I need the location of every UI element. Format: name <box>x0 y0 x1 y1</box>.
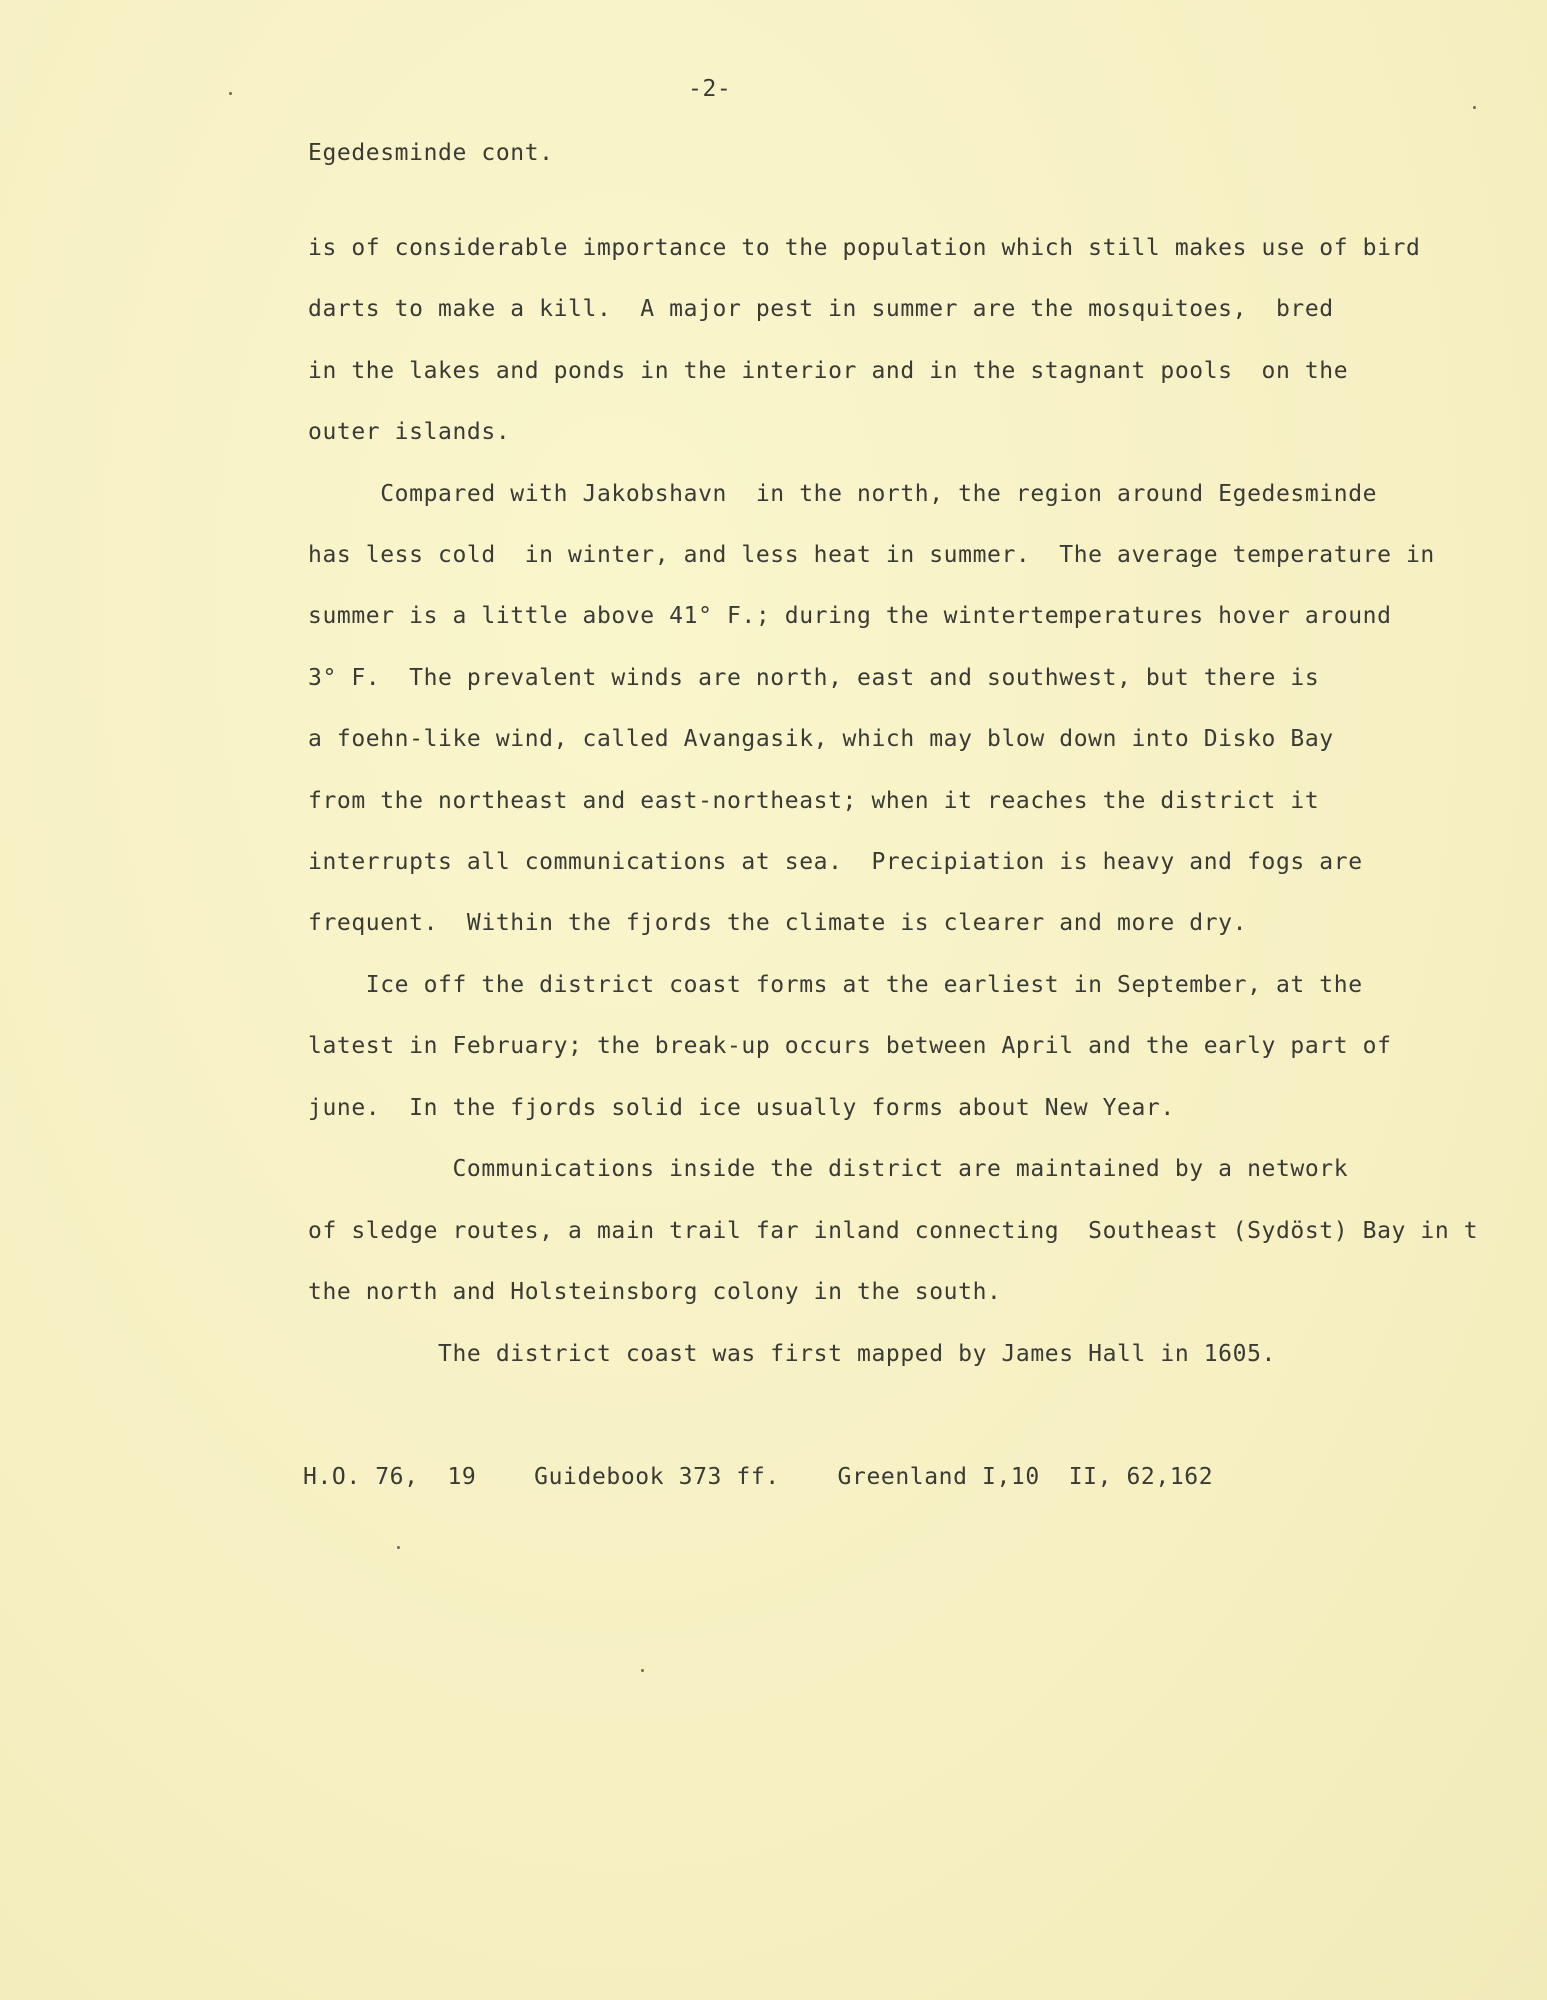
body-line: from the northeast and east-northeast; when it reaches the district it <box>308 788 1320 814</box>
body-line: of sledge routes, a main trail far inland connecting Southeast (Sydöst) Bay in t <box>308 1218 1479 1244</box>
paper-speck <box>397 1546 400 1549</box>
section-heading: Egedesminde cont. <box>308 140 554 166</box>
body-line: interrupts all communications at sea. Precipiation is heavy and fogs are <box>308 849 1363 875</box>
citation-line: H.O. 76, 19 Guidebook 373 ff. Greenland I,10 II, 62,162 <box>303 1464 1214 1490</box>
body-line: latest in February; the break-up occurs between April and the early part of <box>308 1033 1392 1059</box>
page-number: -2- <box>688 76 732 102</box>
paper-speck <box>229 92 232 95</box>
body-line: the north and Holsteinsborg colony in the south. <box>308 1279 1002 1305</box>
body-line: a foehn-like wind, called Avangasik, which may blow down into Disko Bay <box>308 726 1334 752</box>
body-line: summer is a little above 41° F.; during the wintertemperatures hover around <box>308 603 1392 629</box>
body-line: Compared with Jakobshavn in the north, the region around Egedesminde <box>308 481 1378 507</box>
body-line: june. In the fjords solid ice usually forms about New Year. <box>308 1095 1175 1121</box>
body-line: Ice off the district coast forms at the earliest in September, at the <box>308 972 1363 998</box>
body-line: 3° F. The prevalent winds are north, east and southwest, but there is <box>308 665 1320 691</box>
body-line: frequent. Within the fjords the climate is clearer and more dry. <box>308 910 1248 936</box>
paper-speck <box>641 1669 644 1672</box>
body-line: darts to make a kill. A major pest in summer are the mosquitoes, bred <box>308 296 1334 322</box>
body-line: has less cold in winter, and less heat in summer. The average temperature in <box>308 542 1435 568</box>
body-line: The district coast was first mapped by James Hall in 1605. <box>308 1341 1276 1367</box>
paper-speck <box>1473 106 1476 109</box>
body-line: is of considerable importance to the population which still makes use of bird <box>308 235 1421 261</box>
body-line: outer islands. <box>308 419 511 445</box>
body-line: Communications inside the district are maintained by a network <box>308 1156 1349 1182</box>
body-line: in the lakes and ponds in the interior and in the stagnant pools on the <box>308 358 1349 384</box>
